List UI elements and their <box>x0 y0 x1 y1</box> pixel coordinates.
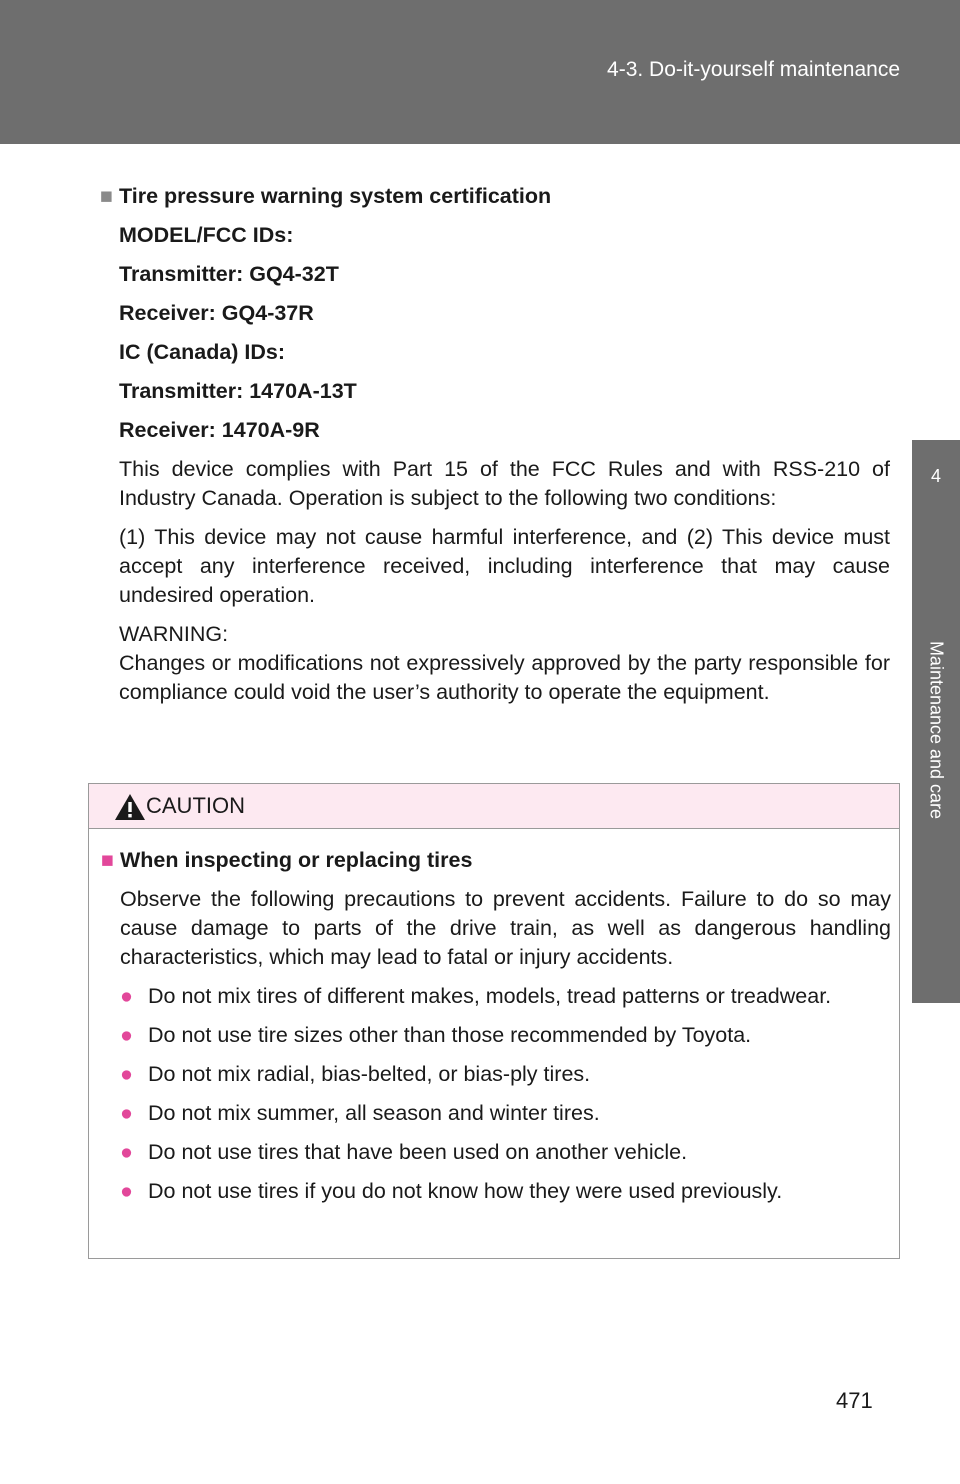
caution-box <box>88 783 900 1259</box>
bullet-text: Do not mix summer, all season and winter tires. <box>148 1101 600 1125</box>
caution-bullet <box>120 1021 891 1050</box>
ic-canada-label: IC (Canada) IDs: <box>119 340 286 364</box>
dot-bullet-icon: ● <box>120 1023 133 1047</box>
caution-heading: CAUTION <box>146 793 245 818</box>
ic-receiver-id: Receiver: 1470A-9R <box>119 418 320 442</box>
chapter-tab <box>912 440 960 1003</box>
model-fcc-label: MODEL/FCC IDs: <box>119 223 294 247</box>
bullet-text: Do not mix radial, bias-belted, or bias-ply tires. <box>148 1062 591 1086</box>
caution-topic <box>101 846 891 875</box>
bullet-text: Do not mix tires of different makes, models, tread patterns or treadwear. <box>148 984 832 1008</box>
bullet-text: Do not use tire sizes other than those recommended by Toyota. <box>148 1023 752 1047</box>
conditions-statement: (1) This device may not cause harmful interference, and (2) This device must accept any interference received, including interference that may cause undesired operation. <box>119 525 890 607</box>
section-title: 4-3. Do-it-yourself maintenance <box>607 58 900 81</box>
chapter-label: Maintenance and care <box>926 640 947 820</box>
dot-bullet-icon: ● <box>120 1140 133 1164</box>
caution-bullet <box>120 1138 891 1167</box>
square-bullet-icon: ■ <box>100 184 113 208</box>
dot-bullet-icon: ● <box>120 1101 133 1125</box>
caution-bullet <box>120 1177 891 1206</box>
fcc-transmitter-id: Transmitter: GQ4-32T <box>119 262 339 286</box>
caution-header <box>89 784 899 829</box>
certification-section <box>100 182 890 717</box>
chapter-number: 4 <box>930 466 941 486</box>
caution-bullet <box>120 1099 891 1128</box>
caution-body <box>101 846 891 1216</box>
ic-transmitter-id: Transmitter: 1470A-13T <box>119 379 357 403</box>
caution-topic-title: When inspecting or replacing tires <box>120 848 473 872</box>
page-number: 471 <box>836 1388 873 1413</box>
caution-bullet <box>120 982 891 1011</box>
caution-bullet <box>120 1060 891 1089</box>
dot-bullet-icon: ● <box>120 984 133 1008</box>
caution-intro: Observe the following precautions to prevent accidents. Failure to do so may cause damage to parts of the drive train, as well as dangerous handling characteristics, which may lead to fatal or injury accidents. <box>120 887 891 969</box>
certification-heading <box>100 182 890 211</box>
square-bullet-icon: ■ <box>101 848 114 872</box>
bullet-text: Do not use tires that have been used on another vehicle. <box>148 1140 688 1164</box>
certification-title: Tire pressure warning system certification <box>119 184 552 208</box>
page-header <box>0 0 960 144</box>
fcc-receiver-id: Receiver: GQ4-37R <box>119 301 314 325</box>
dot-bullet-icon: ● <box>120 1062 133 1086</box>
warning-triangle-icon <box>114 793 146 821</box>
warning-label: WARNING: <box>119 622 229 646</box>
bullet-text: Do not use tires if you do not know how they were used previously. <box>148 1179 783 1203</box>
compliance-statement: This device complies with Part 15 of the FCC Rules and with RSS-210 of Industry Canada. Operation is subject to the following two conditions: <box>119 457 890 510</box>
dot-bullet-icon: ● <box>120 1179 133 1203</box>
warning-text: Changes or modifications not expressively approved by the party responsible for compliance could void the user’s authority to operate the equipment. <box>119 651 890 704</box>
